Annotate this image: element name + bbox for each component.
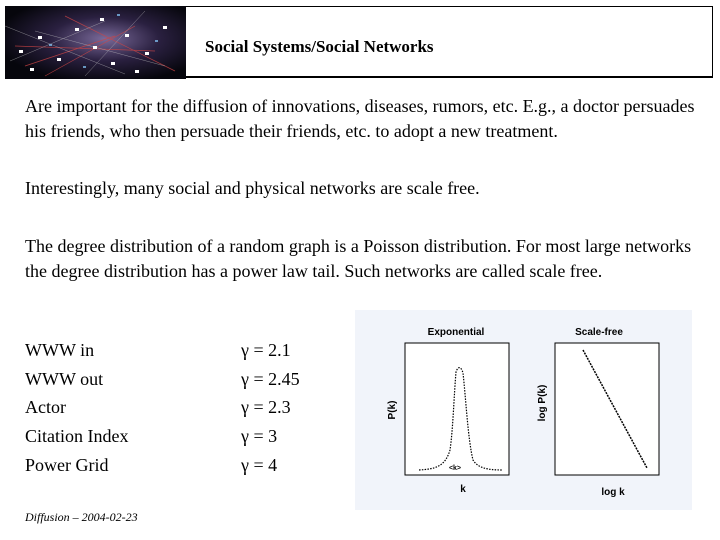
network-name: Actor bbox=[25, 397, 66, 417]
title-bar bbox=[186, 6, 713, 78]
paragraph-diffusion: Are important for the diffusion of innovations, diseases, rumors, etc. E.g., a doctor persuades his friends, who then persuade their friends, etc. to adopt a new treatment. bbox=[25, 96, 695, 141]
paragraph-degree-distribution: The degree distribution of a random graph is a Poisson distribution. For most large networks the degree distribution has a power law tail. Such networks are called scale free. bbox=[25, 236, 692, 281]
network-gamma: γ = 4 bbox=[241, 455, 278, 475]
network-name: Citation Index bbox=[25, 426, 129, 446]
slide-title: Social Systems/Social Networks bbox=[205, 37, 434, 56]
right-plot-xlabel: log k bbox=[601, 487, 625, 498]
network-gamma: γ = 2.1 bbox=[241, 340, 291, 360]
network-name: Power Grid bbox=[25, 455, 109, 475]
header-network-image bbox=[5, 6, 186, 79]
network-gamma: γ = 2.3 bbox=[241, 397, 291, 417]
footer-note: Diffusion – 2004-02-23 bbox=[25, 510, 138, 524]
left-plot-ylabel: P(k) bbox=[387, 400, 398, 420]
degree-distribution-figure bbox=[355, 310, 692, 510]
left-plot-mean-label: <k> bbox=[448, 465, 462, 472]
left-plot-frame bbox=[405, 343, 509, 475]
left-plot-xlabel: k bbox=[460, 484, 466, 495]
paragraph-scale-free: Interestingly, many social and physical networks are scale free. bbox=[25, 178, 480, 198]
right-plot-ylabel: log P(k) bbox=[537, 384, 548, 422]
right-plot-frame bbox=[555, 343, 659, 475]
network-name: WWW out bbox=[25, 369, 104, 389]
left-plot-title: Exponential bbox=[427, 327, 485, 338]
network-gamma: γ = 3 bbox=[241, 426, 278, 446]
network-name: WWW in bbox=[25, 340, 95, 360]
right-plot-title: Scale-free bbox=[575, 327, 623, 338]
network-gamma: γ = 2.45 bbox=[241, 369, 300, 389]
